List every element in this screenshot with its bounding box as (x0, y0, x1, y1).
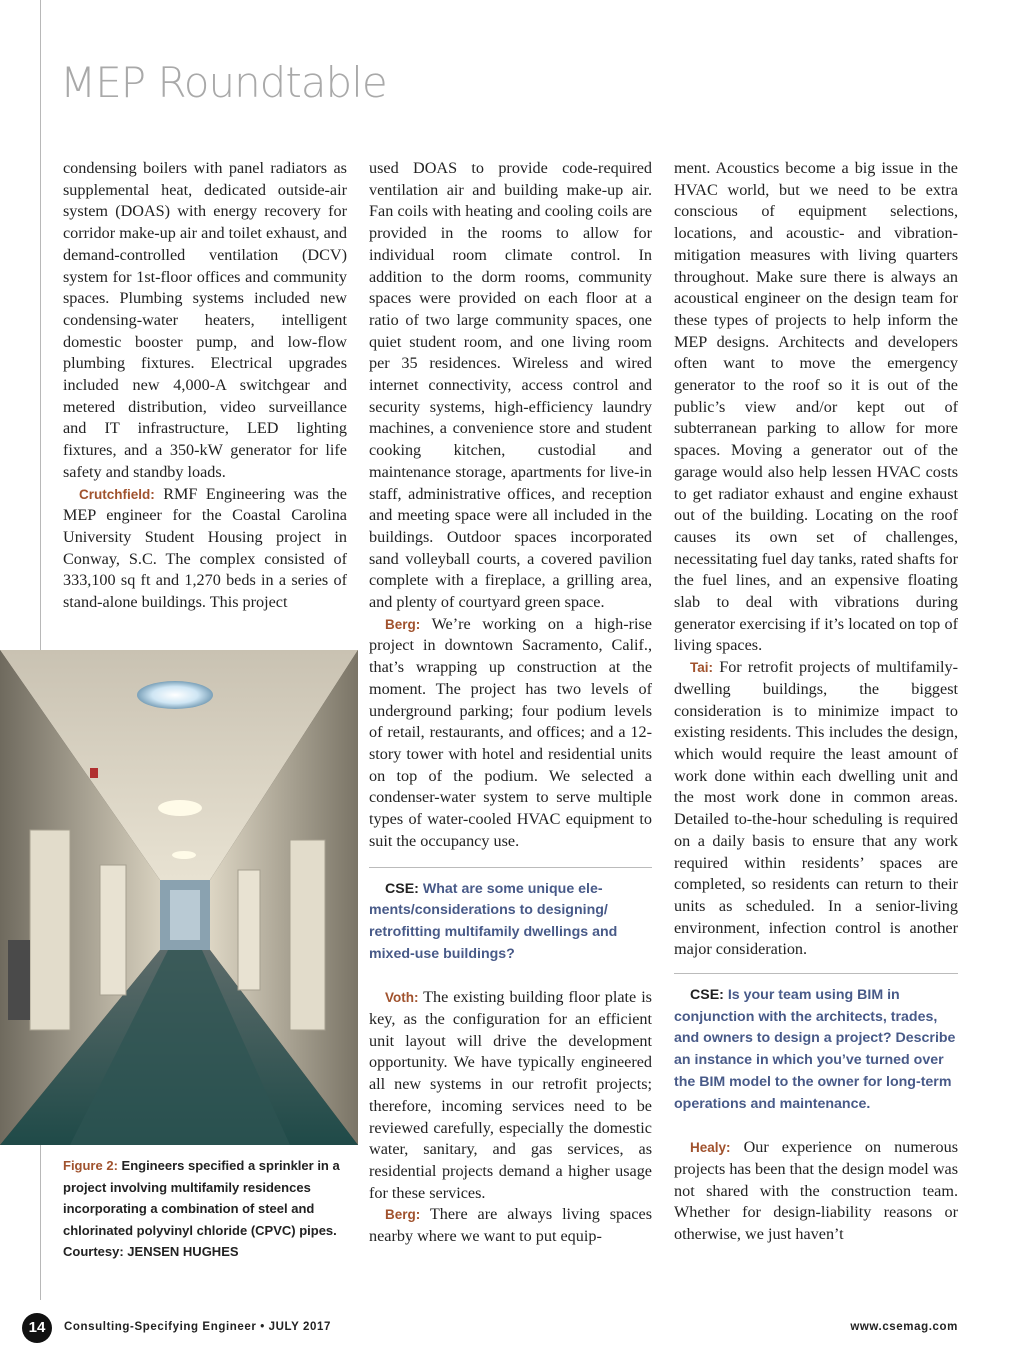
hallway-photo-illustration (0, 650, 358, 1145)
col2-paragraph-3-text: The existing building floor plate is key, as the configuration for an efficient unit layout will drive the development opportunity. We have typically engineered all new systems in our retrofit projects; therefore, incoming services need to be reviewed carefully, especially the domestic water, sanitary, and gas services, as residential projects demand a higher usage for these services. (369, 988, 652, 1202)
question-box-1 (369, 867, 652, 988)
figure-caption (63, 1155, 353, 1263)
col3-paragraph-2 (674, 657, 958, 961)
speaker-healy: Healy: (690, 1140, 731, 1156)
section-title: MEP Roundtable (60, 58, 387, 107)
question-text-2: Is your team using BIM in conjunction with the architects, trades, and owners to design a project? Describe an instance in which you’ve turned over the BIM model to the owner for long-term operations and maintenance. (674, 987, 956, 1112)
speaker-tai: Tai: (690, 660, 713, 676)
col1-paragraph-2 (63, 484, 347, 614)
speaker-berg-2: Berg: (385, 1207, 421, 1223)
column-2 (369, 158, 652, 1248)
col3-paragraph-3 (674, 1137, 958, 1246)
col3-paragraph-2-text: For retrofit projects of multifamily-dwelling buildings, the biggest consideration is to minimize impact to existing residents. This includes the design, which would require the least amount of work done within each dwelling unit and the most work done in common areas. Detailed to-the-hour scheduling is required on a daily basis to ensure that any work required within residents’ spaces are completed, so residents can return to their units as scheduled. In a senior-living environment, infection control is another major consideration. (674, 658, 958, 959)
col2-paragraph-2-text: We’re working on a high-rise project in downtown Sacramento, Calif., that’s wrapping up construction at the moment. The project has two levels of underground parking; four podium levels of retail, restaurants, and offices; and a 12-story tower with hotel and residential units on top of the podium. We selected a condenser-water system to serve multiple types of water-cooled HVAC equipment to suit the occupancy use. (369, 614, 652, 850)
page-number-badge: 14 (22, 1313, 52, 1343)
website-link[interactable]: www.csemag.com (850, 1321, 958, 1333)
question-label-2: CSE: (690, 987, 724, 1004)
col2-paragraph-4-text: There are always living spaces nearby where we want to put equip- (369, 1205, 652, 1246)
hallway-photo (0, 650, 358, 1145)
col1-paragraph-2-text: RMF Engineering was the MEP engineer for the Coastal Carolina University Student Housing project in Conway, S.C. The complex consisted of 333,100 sq ft and 1,270 beds in a series of stand-alone buildings. This project (63, 484, 347, 612)
col2-paragraph-1: used DOAS to provide code-required ventilation air and building make-up air. Fan coils with heating and cooling coils are provided in the rooms to allow for individual room climate control. In addition to the dorm rooms, community spaces were provided on each floor at a ratio of two large community spaces, one quiet student room, and one living room per 35 residences. Wireless and wired internet connectivity, access control and security systems, high-efficiency laundry machines, a convenience store and student cooking kitchen, custodial and maintenance storage, apartments for live-in staff, administrative offices, and reception and meeting space were all included in the buildings. Outdoor spaces incorporated sand volleyball courts, a covered pavilion complete with a fireplace, a grilling area, and plenty of courtyard green space. (369, 159, 652, 612)
question-label: CSE: (385, 880, 419, 897)
column-1 (63, 158, 347, 614)
speaker-crutchfield: Crutchfield: (79, 486, 155, 502)
col3-paragraph-3-text: Our experience on numerous projects has been that the design model was not shared with the construction team. Whether for design-liability reasons or otherwise, we just haven’t (674, 1138, 958, 1244)
col3-paragraph-1: ment. Acoustics become a big issue in the HVAC world, but we need to be extra conscious of equipment selections, locations, and acoustic- and vibration-mitigation measures with living quarters throughout. Make sure there is always an acoustical engineer on the design team for these types of projects to help inform the MEP designs. Architects and developers often want to move the emergency generator to the roof so it is out of the public’s view and/or kept out of subterranean parking to allow for more spaces. Moving a generator out of the garage would also help lessen HVAC costs to get radiator exhaust and engine exhaust out of the building. Locating on the roof causes its own set of challenges, necessitating fuel day tanks, rated shafts for the fuel lines, and an expensive floating slab to deal with vibrations during generator exercising if it’s located on top of living spaces. (674, 159, 958, 655)
question-box-2 (674, 973, 958, 1137)
column-3 (674, 158, 958, 1246)
col2-paragraph-4 (369, 1204, 652, 1247)
figure-label: Figure 2: (63, 1158, 118, 1173)
figure-caption-text: Engineers specified a sprinkler in a project involving multifamily residences incorporating a combination of steel and chlorinated polyvinyl chloride (CPVC) pipes. Courtesy: JENSEN HUGHES (63, 1158, 340, 1260)
publication-footer: Consulting-Specifying Engineer • JULY 2017 (64, 1321, 331, 1333)
col2-paragraph-2 (369, 614, 652, 853)
col1-paragraph-1: condensing boilers with panel radiators as supplemental heat, dedicated outside-air system (DOAS) with energy recovery for corridor make-up air and toilet exhaust, and demand-controlled ventilation (DCV) system for 1st-floor offices and community spaces. Plumbing systems included new condensing-water heaters, intelligent domestic booster pump, and low-flow plumbing fixtures. Electrical upgrades included new 4,000-A switchgear and metered distribution, video surveillance and IT infrastructure, LED lighting fixtures, and a 350-kW generator for life safety and standby loads. (63, 159, 347, 481)
speaker-berg: Berg: (385, 616, 421, 632)
col2-paragraph-3 (369, 987, 652, 1204)
question-text: What are some unique elements/considerations to designing/ retrofitting multifamily dwellings and mixed-use buildings? (369, 880, 618, 962)
speaker-voth: Voth: (385, 990, 419, 1006)
